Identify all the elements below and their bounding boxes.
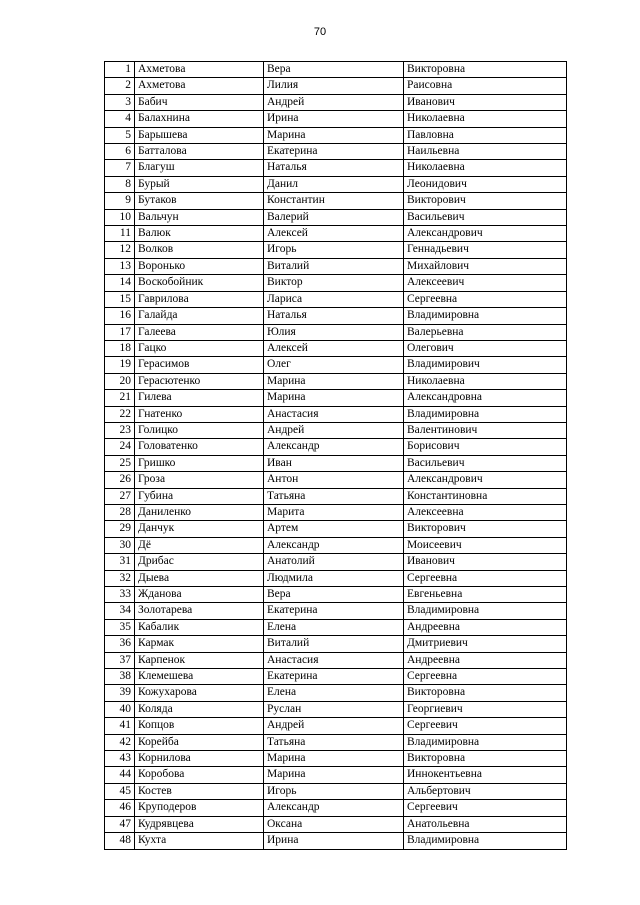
- table-row: [105, 111, 567, 127]
- surname-cell: Воскобойник: [135, 275, 264, 291]
- row-number-cell: 34: [105, 603, 135, 619]
- surname-cell: Галеева: [135, 324, 264, 340]
- first-name-cell: Ирина: [264, 833, 404, 849]
- table-row: [105, 504, 567, 520]
- surname-cell: Вальчун: [135, 209, 264, 225]
- first-name-cell: Людмила: [264, 570, 404, 586]
- table-row: [105, 718, 567, 734]
- surname-cell: Ахметова: [135, 62, 264, 78]
- first-name-cell: Андрей: [264, 94, 404, 110]
- first-name-cell: Виталий: [264, 258, 404, 274]
- first-name-cell: Артем: [264, 521, 404, 537]
- row-number-cell: 31: [105, 554, 135, 570]
- names-table: [104, 61, 567, 850]
- surname-cell: Губина: [135, 488, 264, 504]
- first-name-cell: Наталья: [264, 160, 404, 176]
- table-row: [105, 422, 567, 438]
- patronymic-cell: Владимировна: [404, 833, 567, 849]
- patronymic-cell: Сергеевич: [404, 718, 567, 734]
- first-name-cell: Марита: [264, 504, 404, 520]
- first-name-cell: Андрей: [264, 422, 404, 438]
- surname-cell: Барышева: [135, 127, 264, 143]
- surname-cell: Золотарева: [135, 603, 264, 619]
- first-name-cell: Андрей: [264, 718, 404, 734]
- row-number-cell: 36: [105, 636, 135, 652]
- table-row: [105, 488, 567, 504]
- first-name-cell: Ирина: [264, 111, 404, 127]
- first-name-cell: Алексей: [264, 340, 404, 356]
- table-row: [105, 554, 567, 570]
- surname-cell: Карпенок: [135, 652, 264, 668]
- table-row: [105, 275, 567, 291]
- table-row: [105, 406, 567, 422]
- table-row: [105, 357, 567, 373]
- patronymic-cell: Викторовна: [404, 685, 567, 701]
- first-name-cell: Виктор: [264, 275, 404, 291]
- surname-cell: Копцов: [135, 718, 264, 734]
- table-row: [105, 78, 567, 94]
- patronymic-cell: Анатольевна: [404, 816, 567, 832]
- surname-cell: Жданова: [135, 587, 264, 603]
- table-row: [105, 127, 567, 143]
- row-number-cell: 39: [105, 685, 135, 701]
- first-name-cell: Вера: [264, 62, 404, 78]
- patronymic-cell: Леонидович: [404, 176, 567, 192]
- first-name-cell: Елена: [264, 685, 404, 701]
- surname-cell: Кожухарова: [135, 685, 264, 701]
- patronymic-cell: Борисович: [404, 439, 567, 455]
- row-number-cell: 1: [105, 62, 135, 78]
- table-row: [105, 751, 567, 767]
- row-number-cell: 26: [105, 472, 135, 488]
- first-name-cell: Вера: [264, 587, 404, 603]
- table-row: [105, 734, 567, 750]
- table-row: [105, 701, 567, 717]
- patronymic-cell: Альбертович: [404, 783, 567, 799]
- patronymic-cell: Николаевна: [404, 160, 567, 176]
- patronymic-cell: Иванович: [404, 94, 567, 110]
- table-row: [105, 209, 567, 225]
- first-name-cell: Марина: [264, 767, 404, 783]
- row-number-cell: 47: [105, 816, 135, 832]
- first-name-cell: Татьяна: [264, 734, 404, 750]
- surname-cell: Бутаков: [135, 193, 264, 209]
- patronymic-cell: Александрович: [404, 226, 567, 242]
- row-number-cell: 20: [105, 373, 135, 389]
- row-number-cell: 46: [105, 800, 135, 816]
- patronymic-cell: Владимировна: [404, 406, 567, 422]
- table-row: [105, 783, 567, 799]
- table-row: [105, 308, 567, 324]
- surname-cell: Коляда: [135, 701, 264, 717]
- row-number-cell: 43: [105, 751, 135, 767]
- patronymic-cell: Викторовна: [404, 62, 567, 78]
- patronymic-cell: Викторович: [404, 521, 567, 537]
- surname-cell: Бабич: [135, 94, 264, 110]
- row-number-cell: 18: [105, 340, 135, 356]
- first-name-cell: Игорь: [264, 242, 404, 258]
- patronymic-cell: Раисовна: [404, 78, 567, 94]
- patronymic-cell: Олегович: [404, 340, 567, 356]
- patronymic-cell: Андреевна: [404, 652, 567, 668]
- surname-cell: Кухта: [135, 833, 264, 849]
- first-name-cell: Анастасия: [264, 406, 404, 422]
- patronymic-cell: Викторович: [404, 193, 567, 209]
- page-number: 70: [313, 26, 327, 38]
- patronymic-cell: Иннокентьевна: [404, 767, 567, 783]
- row-number-cell: 42: [105, 734, 135, 750]
- table-row: [105, 685, 567, 701]
- surname-cell: Волков: [135, 242, 264, 258]
- row-number-cell: 11: [105, 226, 135, 242]
- table-row: [105, 767, 567, 783]
- row-number-cell: 19: [105, 357, 135, 373]
- patronymic-cell: Андреевна: [404, 619, 567, 635]
- table-row: [105, 816, 567, 832]
- table-row: [105, 587, 567, 603]
- row-number-cell: 33: [105, 587, 135, 603]
- first-name-cell: Валерий: [264, 209, 404, 225]
- surname-cell: Бурый: [135, 176, 264, 192]
- surname-cell: Гришко: [135, 455, 264, 471]
- surname-cell: Клемешева: [135, 669, 264, 685]
- first-name-cell: Наталья: [264, 308, 404, 324]
- row-number-cell: 9: [105, 193, 135, 209]
- first-name-cell: Александр: [264, 537, 404, 553]
- surname-cell: Валюк: [135, 226, 264, 242]
- table-row: [105, 340, 567, 356]
- patronymic-cell: Алексеевич: [404, 275, 567, 291]
- surname-cell: Ахметова: [135, 78, 264, 94]
- patronymic-cell: Георгиевич: [404, 701, 567, 717]
- table-row: [105, 537, 567, 553]
- table-row: [105, 833, 567, 849]
- surname-cell: Герасимов: [135, 357, 264, 373]
- patronymic-cell: Михайлович: [404, 258, 567, 274]
- first-name-cell: Александр: [264, 439, 404, 455]
- row-number-cell: 30: [105, 537, 135, 553]
- table-row: [105, 603, 567, 619]
- table-row: [105, 258, 567, 274]
- row-number-cell: 14: [105, 275, 135, 291]
- surname-cell: Гилева: [135, 390, 264, 406]
- first-name-cell: Анатолий: [264, 554, 404, 570]
- first-name-cell: Игорь: [264, 783, 404, 799]
- row-number-cell: 45: [105, 783, 135, 799]
- row-number-cell: 10: [105, 209, 135, 225]
- surname-cell: Кабалик: [135, 619, 264, 635]
- row-number-cell: 15: [105, 291, 135, 307]
- patronymic-cell: Александрович: [404, 472, 567, 488]
- patronymic-cell: Геннадьевич: [404, 242, 567, 258]
- table-row: [105, 176, 567, 192]
- patronymic-cell: Валентинович: [404, 422, 567, 438]
- row-number-cell: 25: [105, 455, 135, 471]
- patronymic-cell: Валерьевна: [404, 324, 567, 340]
- patronymic-cell: Александровна: [404, 390, 567, 406]
- surname-cell: Дрибас: [135, 554, 264, 570]
- table-row: [105, 800, 567, 816]
- patronymic-cell: Константиновна: [404, 488, 567, 504]
- first-name-cell: Лариса: [264, 291, 404, 307]
- table-row: [105, 291, 567, 307]
- first-name-cell: Марина: [264, 127, 404, 143]
- table-row: [105, 439, 567, 455]
- patronymic-cell: Сергеевич: [404, 800, 567, 816]
- surname-cell: Дё: [135, 537, 264, 553]
- table-row: [105, 242, 567, 258]
- first-name-cell: Антон: [264, 472, 404, 488]
- first-name-cell: Елена: [264, 619, 404, 635]
- table-row: [105, 373, 567, 389]
- row-number-cell: 8: [105, 176, 135, 192]
- table-row: [105, 472, 567, 488]
- patronymic-cell: Наильевна: [404, 144, 567, 160]
- row-number-cell: 32: [105, 570, 135, 586]
- row-number-cell: 13: [105, 258, 135, 274]
- row-number-cell: 44: [105, 767, 135, 783]
- surname-cell: Воронько: [135, 258, 264, 274]
- surname-cell: Дыева: [135, 570, 264, 586]
- surname-cell: Данчук: [135, 521, 264, 537]
- first-name-cell: Лилия: [264, 78, 404, 94]
- patronymic-cell: Васильевич: [404, 209, 567, 225]
- row-number-cell: 48: [105, 833, 135, 849]
- patronymic-cell: Николаевна: [404, 111, 567, 127]
- surname-cell: Благуш: [135, 160, 264, 176]
- table-row: [105, 619, 567, 635]
- row-number-cell: 6: [105, 144, 135, 160]
- patronymic-cell: Сергеевна: [404, 570, 567, 586]
- patronymic-cell: Васильевич: [404, 455, 567, 471]
- surname-cell: Коробова: [135, 767, 264, 783]
- first-name-cell: Татьяна: [264, 488, 404, 504]
- table-row: [105, 570, 567, 586]
- patronymic-cell: Владимирович: [404, 357, 567, 373]
- patronymic-cell: Сергеевна: [404, 669, 567, 685]
- row-number-cell: 3: [105, 94, 135, 110]
- first-name-cell: Анастасия: [264, 652, 404, 668]
- patronymic-cell: Моисеевич: [404, 537, 567, 553]
- surname-cell: Корнилова: [135, 751, 264, 767]
- row-number-cell: 23: [105, 422, 135, 438]
- surname-cell: Головатенко: [135, 439, 264, 455]
- table-row: [105, 390, 567, 406]
- row-number-cell: 40: [105, 701, 135, 717]
- first-name-cell: Иван: [264, 455, 404, 471]
- first-name-cell: Марина: [264, 373, 404, 389]
- row-number-cell: 37: [105, 652, 135, 668]
- row-number-cell: 28: [105, 504, 135, 520]
- first-name-cell: Виталий: [264, 636, 404, 652]
- surname-cell: Круподеров: [135, 800, 264, 816]
- row-number-cell: 16: [105, 308, 135, 324]
- patronymic-cell: Сергеевна: [404, 291, 567, 307]
- patronymic-cell: Владимировна: [404, 734, 567, 750]
- table-row: [105, 160, 567, 176]
- first-name-cell: Руслан: [264, 701, 404, 717]
- surname-cell: Гроза: [135, 472, 264, 488]
- first-name-cell: Марина: [264, 751, 404, 767]
- first-name-cell: Алексей: [264, 226, 404, 242]
- surname-cell: Гацко: [135, 340, 264, 356]
- surname-cell: Гнатенко: [135, 406, 264, 422]
- row-number-cell: 5: [105, 127, 135, 143]
- row-number-cell: 12: [105, 242, 135, 258]
- surname-cell: Голицко: [135, 422, 264, 438]
- surname-cell: Костев: [135, 783, 264, 799]
- row-number-cell: 41: [105, 718, 135, 734]
- row-number-cell: 35: [105, 619, 135, 635]
- first-name-cell: Олег: [264, 357, 404, 373]
- table-row: [105, 652, 567, 668]
- patronymic-cell: Викторовна: [404, 751, 567, 767]
- row-number-cell: 2: [105, 78, 135, 94]
- patronymic-cell: Алексеевна: [404, 504, 567, 520]
- surname-cell: Кудрявцева: [135, 816, 264, 832]
- table-row: [105, 193, 567, 209]
- first-name-cell: Данил: [264, 176, 404, 192]
- table-row: [105, 144, 567, 160]
- table-row: [105, 62, 567, 78]
- surname-cell: Гаврилова: [135, 291, 264, 307]
- first-name-cell: Константин: [264, 193, 404, 209]
- surname-cell: Даниленко: [135, 504, 264, 520]
- first-name-cell: Оксана: [264, 816, 404, 832]
- row-number-cell: 24: [105, 439, 135, 455]
- surname-cell: Балахнина: [135, 111, 264, 127]
- row-number-cell: 7: [105, 160, 135, 176]
- table-row: [105, 324, 567, 340]
- first-name-cell: Екатерина: [264, 669, 404, 685]
- patronymic-cell: Иванович: [404, 554, 567, 570]
- patronymic-cell: Дмитриевич: [404, 636, 567, 652]
- row-number-cell: 38: [105, 669, 135, 685]
- surname-cell: Галайда: [135, 308, 264, 324]
- patronymic-cell: Владимировна: [404, 603, 567, 619]
- table-row: [105, 226, 567, 242]
- table-row: [105, 455, 567, 471]
- patronymic-cell: Николаевна: [404, 373, 567, 389]
- table-row: [105, 521, 567, 537]
- surname-cell: Герасютенко: [135, 373, 264, 389]
- row-number-cell: 4: [105, 111, 135, 127]
- table-row: [105, 669, 567, 685]
- table-row: [105, 636, 567, 652]
- surname-cell: Корейба: [135, 734, 264, 750]
- surname-cell: Батталова: [135, 144, 264, 160]
- names-table-body: [105, 62, 567, 850]
- row-number-cell: 22: [105, 406, 135, 422]
- patronymic-cell: Евгеньевна: [404, 587, 567, 603]
- row-number-cell: 29: [105, 521, 135, 537]
- patronymic-cell: Павловна: [404, 127, 567, 143]
- first-name-cell: Екатерина: [264, 144, 404, 160]
- first-name-cell: Юлия: [264, 324, 404, 340]
- patronymic-cell: Владимировна: [404, 308, 567, 324]
- surname-cell: Кармак: [135, 636, 264, 652]
- table-row: [105, 94, 567, 110]
- row-number-cell: 17: [105, 324, 135, 340]
- first-name-cell: Марина: [264, 390, 404, 406]
- first-name-cell: Александр: [264, 800, 404, 816]
- row-number-cell: 27: [105, 488, 135, 504]
- row-number-cell: 21: [105, 390, 135, 406]
- first-name-cell: Екатерина: [264, 603, 404, 619]
